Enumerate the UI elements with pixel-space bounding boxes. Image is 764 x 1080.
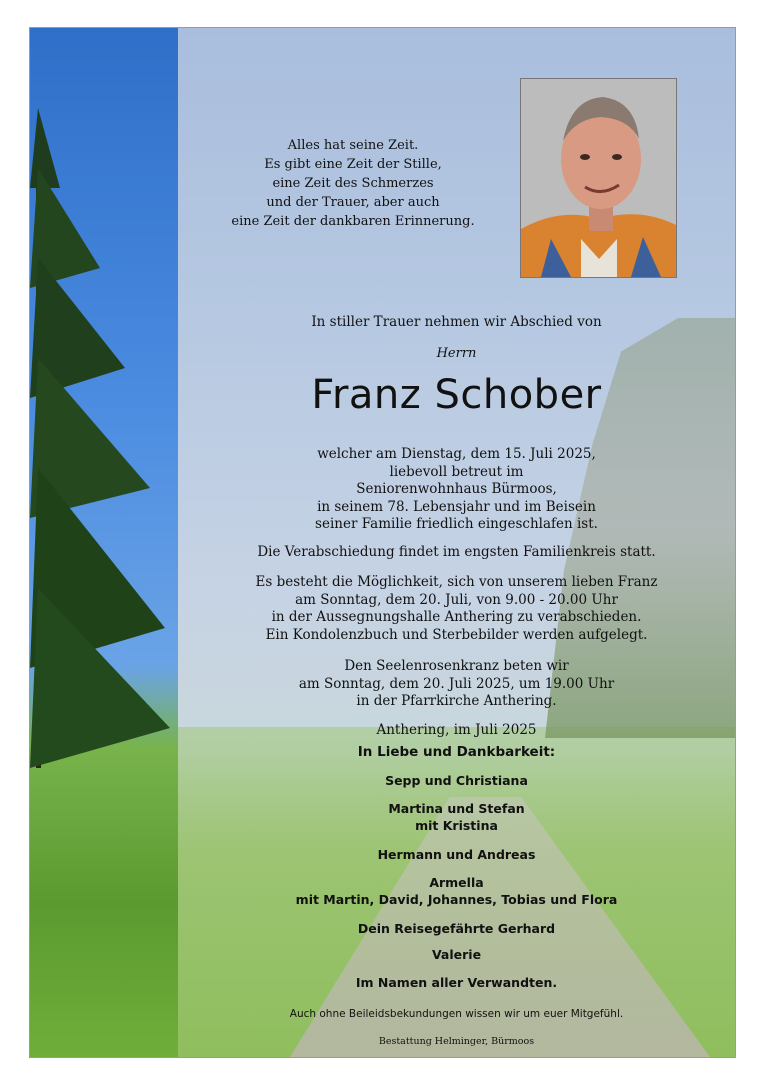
- motto-line: und der Trauer, aber auch: [266, 195, 440, 210]
- mourner-entry: [178, 772, 735, 789]
- mourner-line: Martina und Stefan: [388, 801, 525, 816]
- mourner-entry: [178, 874, 735, 908]
- mourner-entry: [178, 974, 735, 991]
- viewing-line: Ein Kondolenzbuch und Sterbebilder werden aufgelegt.: [265, 626, 648, 643]
- motto-line: eine Zeit der dankbaren Erinnerung.: [231, 214, 475, 229]
- mourner-line: Hermann und Andreas: [377, 847, 536, 862]
- intro-line: In stiller Trauer nehmen wir Abschied von: [311, 314, 602, 330]
- passing-line: Seniorenwohnhaus Bürmoos,: [356, 481, 557, 497]
- motto-verse: [208, 136, 498, 231]
- salutation: Herrn: [436, 346, 477, 361]
- portrait-image: [521, 79, 676, 277]
- mourner-entry: [178, 846, 735, 863]
- motto-line: Es gibt eine Zeit der Stille,: [264, 157, 442, 172]
- farewell-line: Die Verabschiedung findet im engsten Familienkreis statt.: [257, 544, 656, 560]
- undertaker-credit: Bestattung Helminger, Bürmoos: [378, 1036, 535, 1047]
- portrait-photo: [520, 78, 677, 278]
- obituary-content: [178, 28, 735, 1057]
- mourner-line: Armella: [429, 875, 484, 890]
- passing-line: welcher am Dienstag, dem 15. Juli 2025,: [317, 446, 596, 462]
- photo-strip: [30, 28, 178, 1057]
- obituary-card: [29, 27, 736, 1058]
- mourner-entry: [178, 920, 735, 937]
- rosary-line: am Sonntag, dem 20. Juli 2025, um 19.00 Uhr: [298, 675, 615, 692]
- motto-line: eine Zeit des Schmerzes: [272, 176, 434, 191]
- place-date: [178, 722, 735, 740]
- rosary-line: Den Seelenrosenkranz beten wir: [344, 658, 569, 674]
- mourner-line: Im Namen aller Verwandten.: [355, 975, 558, 990]
- viewing-notice: [178, 574, 735, 644]
- passing-line: in seinem 78. Lebensjahr und im Beisein: [317, 498, 596, 515]
- viewing-line: in der Aussegnungshalle Anthering zu verabschieden.: [271, 609, 642, 625]
- passing-line: liebevoll betreut im: [389, 463, 524, 480]
- fir-tree-image: [30, 68, 178, 768]
- viewing-line: Es besteht die Möglichkeit, sich von unserem lieben Franz: [255, 574, 658, 590]
- mourner-line: mit Martin, David, Johannes, Tobias und Flora: [295, 892, 618, 907]
- condolence-note: Auch ohne Beileidsbekundungen wissen wir um euer Mitgefühl.: [289, 1008, 624, 1020]
- mourner-line: mit Kristina: [415, 818, 498, 833]
- farewell-notice: [178, 544, 735, 562]
- mourner-entry: [178, 946, 735, 963]
- place-date-text: Anthering, im Juli 2025: [376, 722, 537, 738]
- mourner-line: Sepp und Christiana: [385, 773, 528, 788]
- motto-line: Alles hat seine Zeit.: [287, 138, 419, 153]
- mourner-entry: [178, 800, 735, 834]
- rosary-line: in der Pfarrkirche Anthering.: [356, 693, 557, 709]
- closing-text: In Liebe und Dankbarkeit:: [357, 744, 556, 760]
- passing-line: seiner Familie friedlich eingeschlafen ist.: [315, 516, 598, 532]
- deceased-name: Franz Schober: [311, 372, 602, 418]
- mourner-line: Dein Reisegefährte Gerhard: [357, 921, 556, 936]
- viewing-line: am Sonntag, dem 20. Juli, von 9.00 - 20.00 Uhr: [295, 591, 618, 608]
- passing-notice: [178, 446, 735, 534]
- mourner-line: Valerie: [431, 947, 482, 962]
- closing-line: [178, 744, 735, 762]
- rosary-notice: [178, 658, 735, 711]
